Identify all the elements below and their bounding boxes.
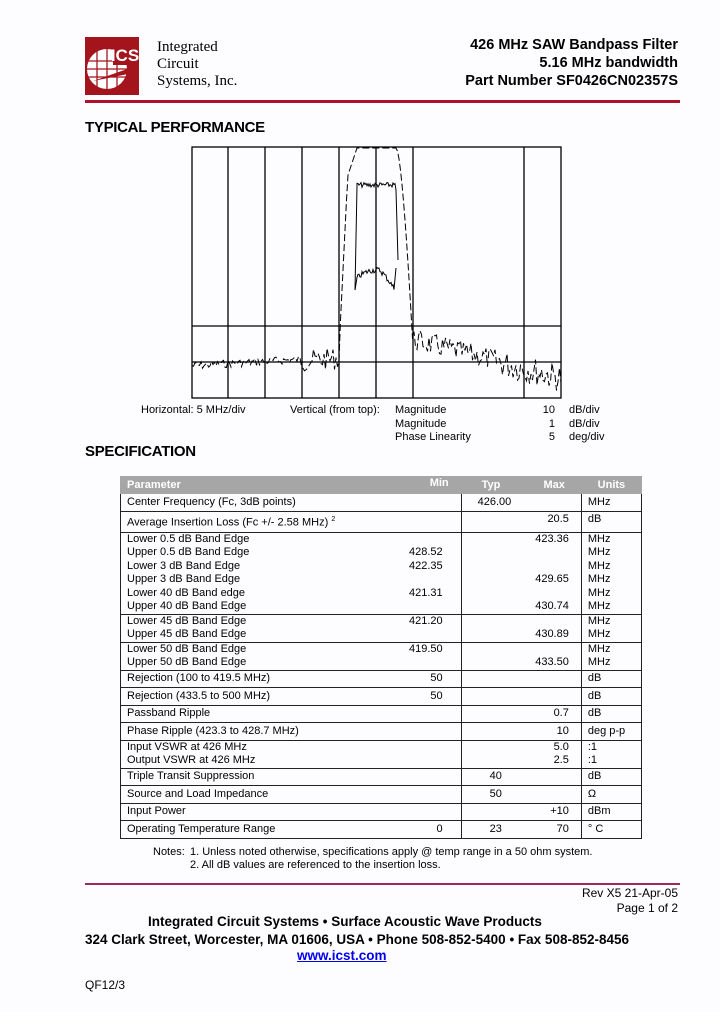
- legend-scale: 10: [542, 404, 555, 416]
- units-cell: [581, 740, 641, 768]
- column-header-units: Units: [581, 477, 641, 494]
- parameter-cell: [121, 614, 462, 642]
- revision-info: [582, 886, 678, 916]
- table-row: [121, 511, 642, 532]
- column-header-min: Min: [429, 477, 449, 489]
- units-cell: [581, 821, 641, 839]
- parameter-cell: [121, 803, 462, 821]
- unit: dB: [587, 707, 602, 720]
- form-number: QF12/3: [85, 978, 126, 992]
- parameter-name: Lower 3 dB Band Edge: [127, 559, 241, 572]
- table-row: [121, 705, 642, 723]
- max-value: +10: [550, 805, 569, 818]
- unit: MHz: [587, 614, 611, 627]
- unit: dBm: [587, 805, 611, 818]
- typ-max-cell: [461, 821, 581, 839]
- parameter-cell: [121, 494, 462, 512]
- typ-max-cell: [461, 688, 581, 706]
- parameter-cell: [121, 768, 462, 786]
- max-value: 430.74: [535, 600, 569, 613]
- parameter-cell: [121, 532, 462, 614]
- parameter-name: Center Frequency (Fc, 3dB points): [127, 495, 296, 508]
- unit: MHz: [587, 532, 611, 545]
- min-value: 422.35: [408, 559, 443, 572]
- unit: MHz: [587, 546, 611, 559]
- table-row: [121, 786, 642, 804]
- parameter-name: Phase Ripple (423.3 to 428.7 MHz): [127, 724, 299, 737]
- parameter-name: Upper 40 dB Band Edge: [127, 600, 247, 613]
- units-cell: [581, 642, 641, 670]
- specification-table: [120, 476, 642, 839]
- table-row: [121, 670, 642, 688]
- unit: ° C: [587, 822, 604, 835]
- parameter-name: Passband Ripple: [127, 707, 211, 720]
- section-heading-specification: SPECIFICATION: [85, 443, 196, 460]
- legend-scale: 5: [548, 431, 555, 443]
- min-value: 428.52: [408, 546, 443, 559]
- unit: MHz: [587, 642, 611, 655]
- unit: deg p-p: [587, 724, 626, 737]
- legend-row: [395, 431, 604, 445]
- table-row: [121, 723, 642, 741]
- units-cell: [581, 705, 641, 723]
- units-cell: [581, 786, 641, 804]
- parameter-name: Input Power: [127, 805, 186, 818]
- table-row: [121, 494, 642, 512]
- unit: MHz: [587, 495, 611, 508]
- max-value: 70: [556, 822, 569, 835]
- parameter-name: Upper 0.5 dB Band Edge: [127, 546, 250, 559]
- min-value: 421.20: [408, 614, 443, 627]
- unit: dB: [587, 770, 602, 783]
- note-item: 2. All dB values are referenced to the insertion loss.: [190, 859, 441, 871]
- legend-name: Magnitude: [395, 417, 447, 430]
- unit: MHz: [587, 559, 611, 572]
- parameter-name: Rejection (100 to 419.5 MHz): [127, 672, 271, 685]
- divider: [85, 883, 680, 885]
- max-value: 429.65: [535, 573, 569, 586]
- vertical-scale-label: Vertical (from top):: [290, 404, 380, 416]
- units-cell: [581, 494, 641, 512]
- table-row: [121, 821, 642, 839]
- typ-max-cell: [461, 786, 581, 804]
- section-heading-performance: TYPICAL PERFORMANCE: [85, 119, 265, 136]
- parameter-cell: [121, 705, 462, 723]
- max-value: 5.0: [553, 740, 569, 753]
- max-value: 20.5: [547, 513, 569, 525]
- table-row: [121, 740, 642, 768]
- parameter-cell: [121, 670, 462, 688]
- legend-unit: deg/div: [569, 431, 605, 443]
- typ-max-cell: [461, 642, 581, 670]
- parameter-name: Lower 50 dB Band Edge: [127, 642, 247, 655]
- unit: MHz: [587, 656, 611, 669]
- parameter-cell: [121, 821, 462, 839]
- parameter-name: Lower 40 dB Band edge: [127, 586, 246, 599]
- typ-value: 426.00: [477, 495, 512, 508]
- performance-chart: [0, 0, 720, 420]
- parameter-name: Source and Load Impedance: [127, 787, 269, 800]
- table-row: [121, 768, 642, 786]
- table-row: [121, 803, 642, 821]
- typ-value: 50: [489, 787, 502, 800]
- footer-company: Integrated Circuit Systems • Surface Acoustic Wave Products: [148, 914, 542, 929]
- parameter-cell: [121, 723, 462, 741]
- unit: :1: [587, 740, 598, 753]
- parameter-name: Operating Temperature Range: [127, 822, 276, 835]
- parameter-name: Average Insertion Loss (Fc +/- 2.58 MHz): [127, 516, 329, 529]
- min-value: 0: [436, 822, 443, 835]
- min-value: 50: [430, 689, 443, 702]
- parameter-cell: [121, 786, 462, 804]
- unit: dB: [587, 689, 602, 702]
- units-cell: [581, 723, 641, 741]
- parameter-name: Lower 45 dB Band Edge: [127, 614, 247, 627]
- footnote-ref: 2: [331, 516, 336, 523]
- part-number: Part Number SF0426CN02357S: [465, 73, 678, 89]
- company-line: Circuit: [157, 56, 199, 72]
- typ-max-cell: [461, 614, 581, 642]
- typ-max-cell: [461, 740, 581, 768]
- typ-max-cell: [461, 803, 581, 821]
- unit: dB: [587, 513, 602, 525]
- table-row: [121, 688, 642, 706]
- legend-unit: dB/div: [569, 417, 600, 430]
- parameter-name: Input VSWR at 426 MHz: [127, 740, 247, 753]
- trace-legend: [395, 404, 604, 445]
- unit: MHz: [587, 573, 611, 586]
- max-value: 10: [556, 724, 569, 737]
- column-header-parameter: [121, 477, 462, 494]
- units-cell: [581, 768, 641, 786]
- typ-max-cell: [461, 705, 581, 723]
- parameter-name: Rejection (433.5 to 500 MHz): [127, 689, 271, 702]
- note-item: 1. Unless noted otherwise, specifications apply @ temp range in a 50 ohm system.: [190, 846, 593, 858]
- typ-max-cell: [461, 511, 581, 532]
- page-number: Page 1 of 2: [616, 901, 678, 915]
- company-line: Integrated: [157, 39, 218, 55]
- unit: :1: [587, 754, 598, 767]
- typ-value: 40: [489, 770, 502, 783]
- table-row: [121, 532, 642, 614]
- typ-max-cell: [461, 768, 581, 786]
- unit: MHz: [587, 628, 611, 641]
- units-cell: [581, 670, 641, 688]
- min-value: 419.50: [408, 642, 443, 655]
- typ-max-cell: [461, 494, 581, 512]
- parameter-name: Lower 0.5 dB Band Edge: [127, 532, 250, 545]
- parameter-name: Upper 45 dB Band Edge: [127, 628, 247, 641]
- parameter-cell: [121, 740, 462, 768]
- units-cell: [581, 532, 641, 614]
- units-cell: [581, 511, 641, 532]
- title-line: 5.16 MHz bandwidth: [539, 55, 678, 71]
- parameter-cell: [121, 642, 462, 670]
- typ-value: 23: [489, 822, 502, 835]
- unit: MHz: [587, 586, 611, 599]
- min-value: 421.31: [408, 586, 443, 599]
- units-cell: [581, 803, 641, 821]
- unit: MHz: [587, 600, 611, 613]
- footer-address: 324 Clark Street, Worcester, MA 01606, USA • Phone 508-852-5400 • Fax 508-852-8456: [85, 932, 630, 947]
- notes-list: [190, 846, 592, 872]
- company-line: Systems, Inc.: [157, 73, 238, 89]
- unit: dB: [587, 672, 602, 685]
- legend-name: Phase Linearity: [395, 431, 471, 443]
- column-header-typ: Typ: [481, 479, 501, 491]
- svg-text:ICS: ICS: [110, 46, 139, 65]
- max-value: 423.36: [535, 532, 569, 545]
- column-header-typ-max: [461, 477, 581, 494]
- legend-scale: 1: [548, 417, 555, 430]
- legend-name: Magnitude: [395, 404, 447, 416]
- parameter-cell: [121, 688, 462, 706]
- typ-max-cell: [461, 723, 581, 741]
- max-value: 0.7: [553, 707, 569, 720]
- min-value: 50: [430, 672, 443, 685]
- parameter-name: Output VSWR at 426 MHz: [127, 754, 256, 767]
- website-link[interactable]: www.icst.com: [297, 948, 387, 963]
- typ-max-cell: [461, 532, 581, 614]
- unit: Ω: [587, 787, 597, 800]
- column-header-max: Max: [543, 479, 565, 491]
- parameter-name: Triple Transit Suppression: [127, 770, 255, 783]
- units-cell: [581, 688, 641, 706]
- horizontal-scale: Horizontal: 5 MHz/div: [141, 404, 246, 416]
- max-value: 433.50: [535, 656, 569, 669]
- parameter-cell: [121, 511, 462, 532]
- table-row: [121, 642, 642, 670]
- typ-max-cell: [461, 670, 581, 688]
- legend-row: [395, 418, 604, 432]
- revision: Rev X5 21-Apr-05: [581, 886, 678, 900]
- table-row: [121, 614, 642, 642]
- max-value: 2.5: [553, 754, 569, 767]
- header-label: Parameter: [127, 479, 181, 491]
- legend-unit: dB/div: [569, 404, 600, 416]
- parameter-name: Upper 3 dB Band Edge: [127, 573, 241, 586]
- max-value: 430.89: [535, 628, 569, 641]
- legend-row: [395, 404, 604, 418]
- parameter-name: Upper 50 dB Band Edge: [127, 656, 247, 669]
- notes-label: Notes:: [153, 846, 185, 858]
- units-cell: [581, 614, 641, 642]
- title-line: 426 MHz SAW Bandpass Filter: [470, 37, 678, 53]
- table-header-row: [121, 477, 642, 494]
